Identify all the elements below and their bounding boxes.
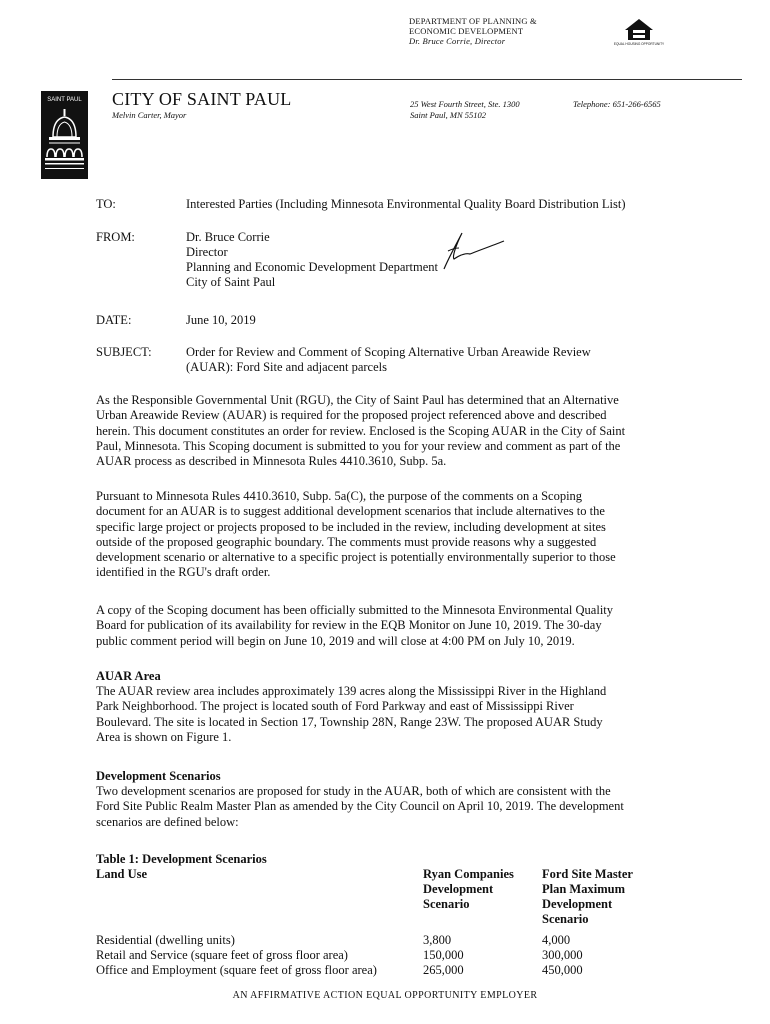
col-head-land-use: Land Use — [96, 867, 148, 881]
text-line: Area is shown on Figure 1. — [96, 729, 232, 744]
text-line: Boulevard. The site is located in Section 17, Township 28N, Range 23W. The proposed AUAR Study — [96, 714, 603, 729]
row-ryan-value: 3,800 — [423, 933, 452, 947]
from-label: FROM: — [96, 230, 135, 244]
seal-text: SAINT PAUL — [47, 97, 82, 103]
subject-value — [186, 345, 591, 375]
date-value: June 10, 2019 — [186, 313, 256, 327]
date-label: DATE: — [96, 313, 132, 327]
text-line: Pursuant to Minnesota Rules 4410.3610, Subp. 5a(C), the purpose of the comments on a Scoping — [96, 489, 583, 503]
dept-line-2: ECONOMIC DEVELOPMENT — [409, 26, 524, 36]
text-line: A copy of the Scoping document has been officially submitted to the Minnesota Environmental Quality — [96, 603, 614, 617]
text-line: AUAR process as described in Minnesota Rules 4410.3610, Subp. 5a. — [96, 454, 447, 469]
subject-line: Order for Review and Comment of Scoping Alternative Urban Areawide Review — [186, 345, 591, 359]
text-line: Board for publication of its availability for review in the EQB Monitor on June 10, 2019. The 30-day — [96, 618, 602, 633]
paragraph-3 — [96, 603, 676, 649]
from-line: Director — [186, 245, 228, 259]
text-line: specific large project or projects proposed to be included in the review, including development at sites — [96, 519, 606, 534]
city-name: CITY OF SAINT PAUL — [112, 89, 292, 109]
subject-line: (AUAR): Ford Site and adjacent parcels — [186, 360, 387, 374]
col-head-ford — [542, 867, 633, 927]
row-label: Residential (dwelling units) — [96, 933, 235, 947]
from-line: City of Saint Paul — [186, 275, 276, 289]
address-line-2: Saint Paul, MN 55102 — [410, 110, 487, 120]
header-rule — [112, 79, 742, 80]
text-line: Paul, Minnesota. This Scoping document is submitted to you for your review and comment as part of the — [96, 438, 621, 453]
from-line: Dr. Bruce Corrie — [186, 230, 270, 244]
city-seal-icon — [41, 91, 88, 179]
row-label: Office and Employment (square feet of gross floor area) — [96, 963, 377, 977]
to-label: TO: — [96, 197, 116, 211]
subject-label: SUBJECT: — [96, 345, 152, 359]
footer-eeo: AN AFFIRMATIVE ACTION EQUAL OPPORTUNITY EMPLOYER — [232, 990, 538, 1001]
text-line: document for an AUAR is to suggest additional development scenarios that include alternatives to the — [96, 504, 605, 519]
from-line: Planning and Economic Development Department — [186, 260, 439, 274]
row-ford-value: 300,000 — [542, 948, 583, 962]
text-line: herein. This document constitutes an order for review. Enclosed is the Scoping AUAR in the City of Saint — [96, 423, 626, 438]
row-ford-value: 450,000 — [542, 963, 583, 977]
text-line: As the Responsible Governmental Unit (RGU), the City of Saint Paul has determined that an Alternative — [96, 393, 619, 407]
text-line: scenarios are defined below: — [96, 814, 239, 829]
row-ford-value: 4,000 — [542, 933, 571, 947]
col-head-line: Scenario — [542, 912, 589, 926]
section-heading-auar-area: AUAR Area — [96, 669, 161, 683]
table-title: Table 1: Development Scenarios — [96, 852, 267, 866]
row-ryan-value: 265,000 — [423, 963, 464, 977]
to-value: Interested Parties (Including Minnesota Environmental Quality Board Distribution List) — [186, 197, 626, 211]
text-line: identified in the RGU's draft order. — [96, 565, 271, 580]
col-head-line: Development — [423, 882, 494, 896]
section-heading-development-scenarios: Development Scenarios — [96, 769, 221, 783]
mayor-name: Melvin Carter, Mayor — [112, 110, 187, 120]
equal-housing-text: EQUAL HOUSING OPPORTUNITY — [613, 42, 665, 46]
text-line: The AUAR review area includes approximately 139 acres along the Mississippi River in the Highland — [96, 684, 607, 698]
text-line: outside of the proposed geographic boundary. The comments must provide reasons why a suggested — [96, 534, 597, 549]
text-line: public comment period will begin on June 10, 2019 and will close at 4:00 PM on July 10, 2019. — [96, 633, 575, 648]
col-head-line: Scenario — [423, 897, 470, 911]
text-line: development scenario or alternative to a specific project is potentially environmentally superior to those — [96, 550, 616, 565]
paragraph-5 — [96, 784, 676, 830]
text-line: Ford Site Public Realm Master Plan as amended by the City Council on April 10, 2019. The development — [96, 799, 624, 814]
col-head-line: Plan Maximum — [542, 882, 625, 896]
row-ryan-value: 150,000 — [423, 948, 464, 962]
row-label: Retail and Service (square feet of gross floor area) — [96, 948, 348, 962]
col-head-line: Development — [542, 897, 613, 911]
dept-line-1: DEPARTMENT OF PLANNING & — [409, 16, 537, 26]
telephone: Telephone: 651-266-6565 — [573, 99, 661, 109]
signature — [404, 229, 508, 273]
text-line: Urban Areawide Review (AUAR) is required for the proposed project referenced above and described — [96, 408, 607, 423]
col-head-line: Ford Site Master — [542, 867, 633, 881]
col-head-line: Ryan Companies — [423, 867, 514, 881]
address-line-1: 25 West Fourth Street, Ste. 1300 — [410, 99, 520, 109]
department-block — [409, 16, 537, 46]
address — [410, 99, 520, 121]
paragraph-2 — [96, 489, 676, 581]
paragraph-1 — [96, 393, 676, 469]
text-line: Two development scenarios are proposed for study in the AUAR, both of which are consistent with the — [96, 784, 611, 798]
director-line: Dr. Bruce Corrie, Director — [409, 36, 506, 46]
paragraph-4 — [96, 684, 676, 745]
col-head-ryan — [423, 867, 514, 912]
from-value — [186, 230, 438, 290]
equal-housing-logo — [613, 18, 665, 46]
text-line: Park Neighborhood. The project is located south of Ford Parkway and east of Mississippi River — [96, 699, 574, 714]
